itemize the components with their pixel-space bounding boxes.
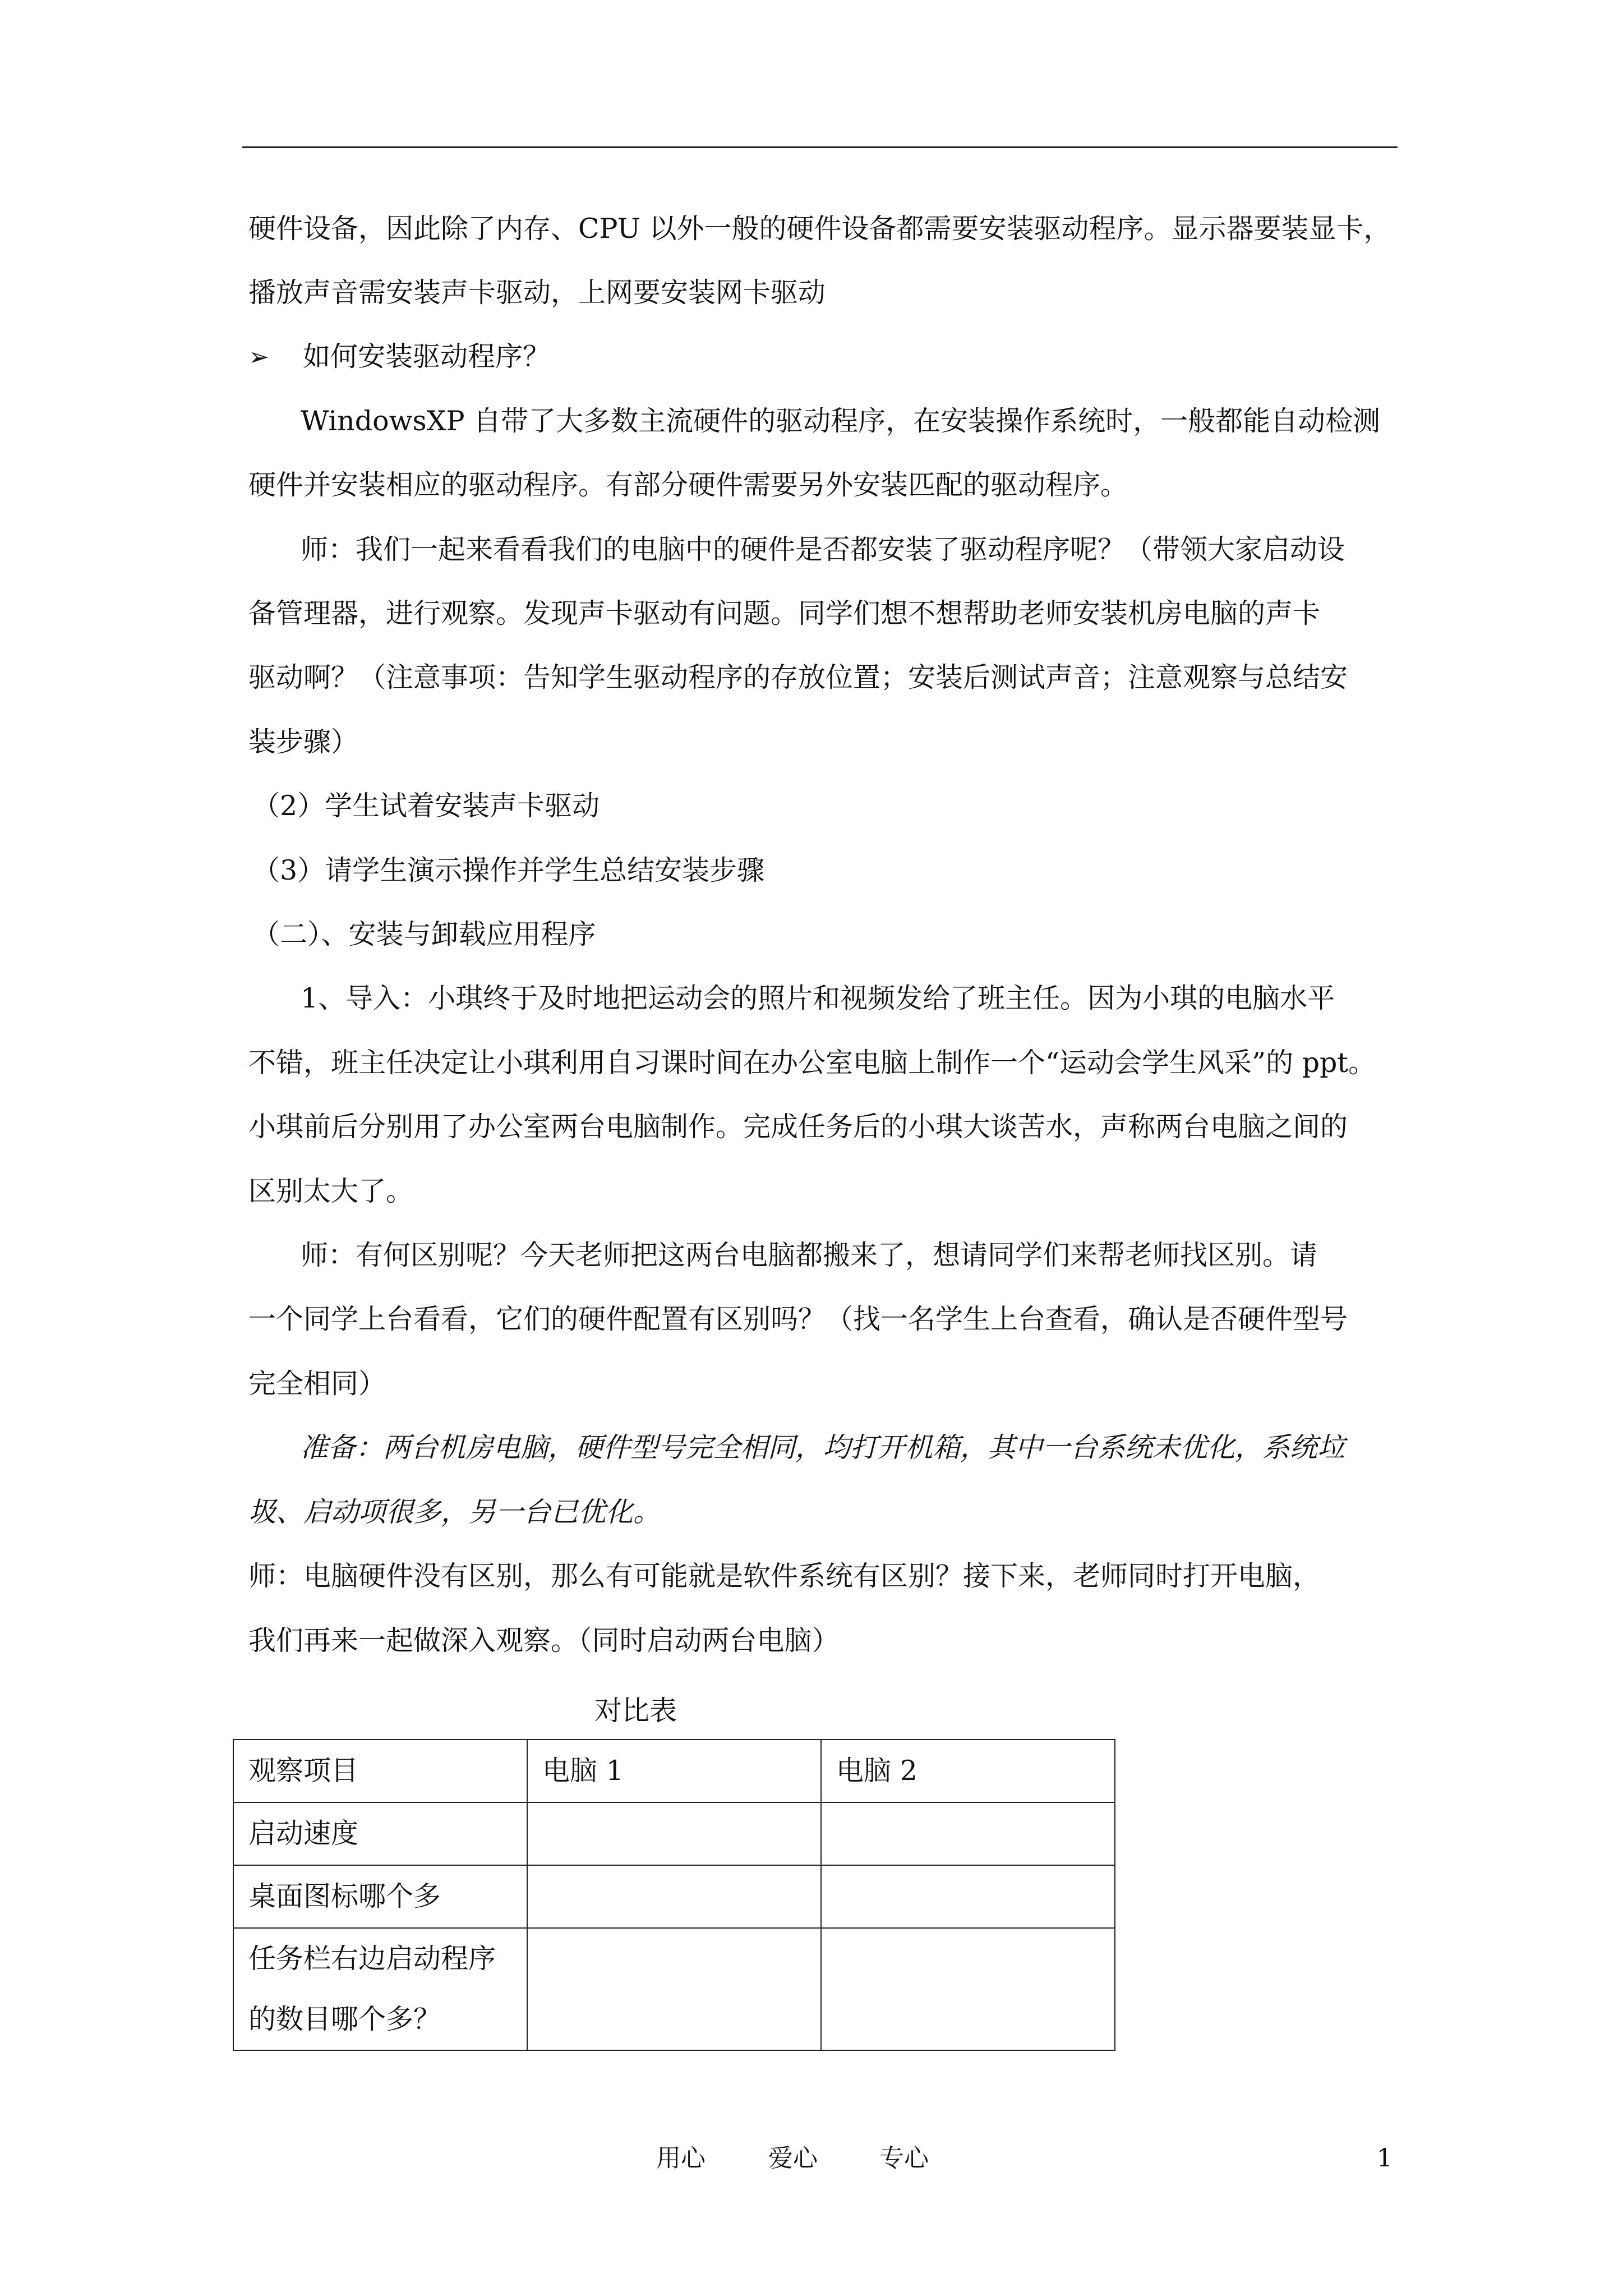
table-cell [821, 1802, 1115, 1865]
footer-slogan: 爱心 [768, 2144, 818, 2173]
header-rule [242, 146, 1398, 148]
table-cell [527, 1928, 821, 2050]
bullet-heading: 如何安装驱动程序？ [303, 341, 551, 372]
table-caption: 对比表 [594, 1695, 677, 1727]
paragraph-line: 师：电脑硬件没有区别，那么有可能就是软件系统有区别？接下来，老师同时打开电脑， [248, 1560, 1321, 1592]
footer-slogan: 用心 [656, 2144, 706, 2173]
section-heading: （二）、安装与卸载应用程序 [252, 918, 596, 950]
table-cell-line: 任务栏右边启动程序 [248, 1943, 496, 1975]
paragraph-line: 播放声音需安装声卡驱动，上网要安装网卡驱动 [248, 277, 826, 309]
paragraph-line: 我们再来一起做深入观察。（同时启动两台电脑） [248, 1625, 840, 1657]
table-cell [527, 1865, 821, 1928]
table-row [233, 1928, 1115, 2050]
paragraph-line: 师：有何区别呢？今天老师把这两台电脑都搬来了，想请同学们来帮老师找区别。请 [301, 1239, 1318, 1271]
table-cell [821, 1928, 1115, 2050]
table-cell: 桌面图标哪个多 [233, 1865, 527, 1928]
table-row [233, 1802, 1115, 1865]
step-item: （2）学生试着安装声卡驱动 [252, 790, 600, 822]
paragraph-line: 硬件并安装相应的驱动程序。有部分硬件需要另外安装匹配的驱动程序。 [248, 469, 1128, 501]
paragraph-line: 1、导入：小琪终于及时地把运动会的照片和视频发给了班主任。因为小琪的电脑水平 [301, 982, 1335, 1014]
table-header-row [233, 1740, 1115, 1802]
paragraph-line-italic: 准备：两台机房电脑，硬件型号完全相同，均打开机箱，其中一台系统未优化，系统垃 [301, 1432, 1345, 1464]
paragraph-line: 驱动啊？（注意事项：告知学生驱动程序的存放位置；安装后测试声音；注意观察与总结安 [248, 661, 1348, 693]
comparison-table [233, 1739, 1115, 2051]
step-item: （3）请学生演示操作并学生总结安装步骤 [252, 854, 765, 886]
table-header-cell: 观察项目 [233, 1740, 527, 1802]
bullet-arrow-icon: ➢ [248, 343, 269, 371]
paragraph-line: 一个同学上台看看，它们的硬件配置有区别吗？（找一名学生上台查看，确认是否硬件型号 [248, 1303, 1348, 1335]
page-number: 1 [1377, 2144, 1393, 2173]
table-cell [527, 1802, 821, 1865]
paragraph-line: WindowsXP 自带了大多数主流硬件的驱动程序，在安装操作系统时，一般都能自动检测 [301, 405, 1381, 437]
paragraph-line: 小琪前后分别用了办公室两台电脑制作。完成任务后的小琪大谈苦水，声称两台电脑之间的 [248, 1111, 1348, 1143]
paragraph-line: 完全相同） [248, 1368, 386, 1400]
paragraph-line-italic: 圾、启动项很多，另一台已优化。 [248, 1496, 661, 1528]
table-cell [233, 1928, 527, 2050]
paragraph-line: 不错，班主任决定让小琪利用自习课时间在办公室电脑上制作一个“运动会学生风采”的 ppt。 [248, 1047, 1376, 1079]
table-row [233, 1865, 1115, 1928]
footer-slogan: 专心 [879, 2144, 929, 2173]
table-cell [821, 1865, 1115, 1928]
table-header-cell: 电脑 2 [821, 1740, 1115, 1802]
table-header-cell: 电脑 1 [527, 1740, 821, 1802]
paragraph-line: 装步骤） [248, 726, 359, 758]
table-cell-line: 的数目哪个多？ [248, 2003, 441, 2035]
paragraph-line: 师：我们一起来看看我们的电脑中的硬件是否都安装了驱动程序呢？（带领大家启动设 [301, 533, 1345, 565]
paragraph-line: 区别太大了。 [248, 1175, 414, 1207]
table-cell: 启动速度 [233, 1802, 527, 1865]
paragraph-line: 硬件设备，因此除了内存、CPU 以外一般的硬件设备都需要安装驱动程序。显示器要装显卡， [248, 213, 1391, 245]
paragraph-line: 备管理器，进行观察。发现声卡驱动有问题。同学们想不想帮助老师安装机房电脑的声卡 [248, 597, 1321, 629]
